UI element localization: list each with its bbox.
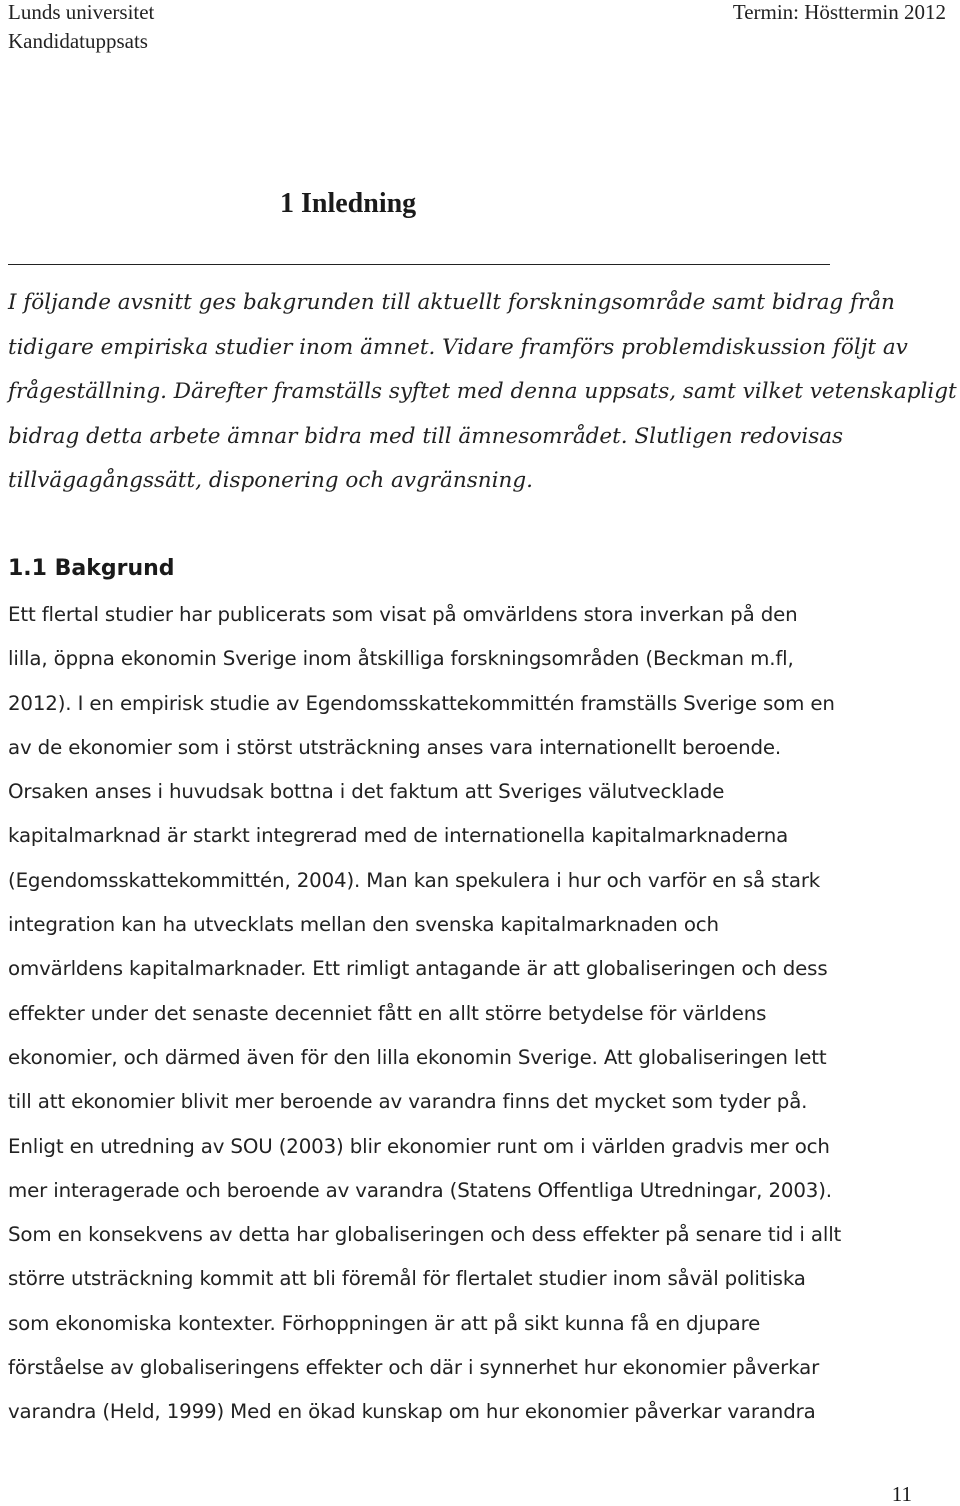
body-line: mer interagerade och beroende av varandra (Statens Offentliga Utredningar, 2003). — [8, 1178, 832, 1202]
body-line: 2012). I en empirisk studie av Egendomsskattekommittén framställs Sverige som en — [8, 691, 835, 715]
body-line: ekonomier, och därmed även för den lilla ekonomin Sverige. Att globaliseringen lett — [8, 1045, 827, 1069]
body-paragraph — [8, 593, 928, 1435]
body-line: kapitalmarknad är starkt integrerad med de internationella kapitalmarknaderna — [8, 824, 789, 848]
intro-paragraph — [8, 281, 957, 504]
body-line: lilla, öppna ekonomin Sverige inom åtskilliga forskningsområden (Beckman m.fl, — [8, 647, 794, 671]
section-title: 1.1 Bakgrund — [8, 556, 175, 581]
header-term: Termin: Hösttermin 2012 — [732, 0, 946, 24]
chapter-title: 1 Inledning — [280, 188, 417, 219]
page-number: 11 — [891, 1482, 912, 1506]
body-line: integration kan ha utvecklats mellan den svenska kapitalmarknaden och — [8, 913, 719, 937]
body-line: Orsaken anses i huvudsak bottna i det faktum att Sveriges välutvecklade — [8, 780, 725, 804]
chapter-divider — [8, 264, 830, 265]
body-line: av de ekonomier som i störst utsträckning anses vara internationellt beroende. — [8, 735, 782, 759]
intro-line: I följande avsnitt ges bakgrunden till aktuellt forskningsområde samt bidrag från — [8, 290, 895, 315]
body-line: förståelse av globaliseringens effekter och där i synnerhet hur ekonomier påverkar — [8, 1356, 820, 1380]
body-line: Ett flertal studier har publicerats som visat på omvärldens stora inverkan på den — [8, 603, 798, 626]
intro-line: frågeställning. Därefter framställs syftet med denna uppsats, samt vilket vetenskapligt — [8, 379, 957, 404]
intro-line: bidrag detta arbete ämnar bidra med till ämnesområdet. Slutligen redovisas — [8, 423, 844, 449]
body-line: effekter under det senaste decenniet fått en allt större betydelse för världens — [8, 1001, 767, 1025]
body-line: varandra (Held, 1999) Med en ökad kunskap om hur ekonomier påverkar varandra — [8, 1400, 816, 1424]
header-thesis-type: Kandidatuppsats — [8, 29, 148, 53]
body-line: Enligt en utredning av SOU (2003) blir ekonomier runt om i världen gradvis mer och — [8, 1134, 830, 1158]
intro-line: tidigare empiriska studier inom ämnet. Vidare framförs problemdiskussion följt av — [8, 334, 908, 360]
body-line: omvärldens kapitalmarknader. Ett rimligt antagande är att globaliseringen och dess — [8, 957, 828, 981]
body-line: till att ekonomier blivit mer beroende av varandra finns det mycket som tyder på. — [8, 1090, 808, 1114]
body-line: som ekonomiska kontexter. Förhoppningen är att på sikt kunna få en djupare — [8, 1311, 761, 1335]
intro-line: tillvägagångssätt, disponering och avgränsning. — [8, 468, 533, 493]
body-line: Som en konsekvens av detta har globaliseringen och dess effekter på senare tid i allt — [8, 1223, 842, 1247]
header-university: Lunds universitet — [8, 0, 155, 24]
body-line: större utsträckning kommit att bli föremål för flertalet studier inom såväl politiska — [8, 1267, 806, 1291]
body-line: (Egendomsskattekommittén, 2004). Man kan spekulera i hur och varför en så stark — [8, 868, 821, 892]
